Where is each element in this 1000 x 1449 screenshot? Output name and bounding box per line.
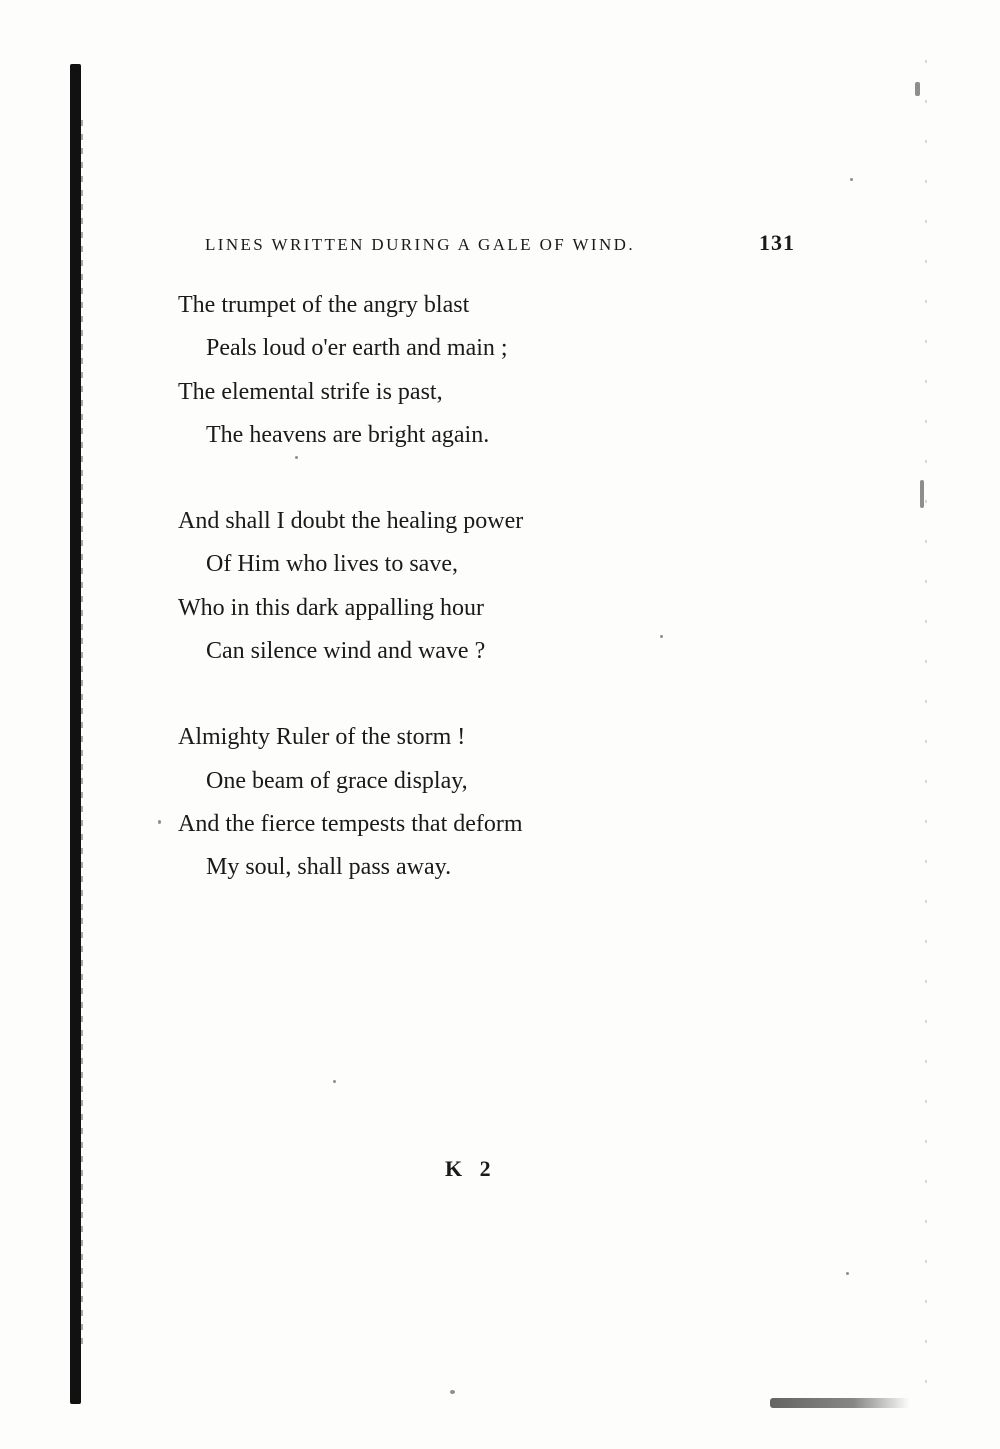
stanza-2 [178,500,738,673]
poem-line: Who in this dark appalling hour [178,594,484,621]
binding-edge [81,120,83,1350]
scan-speck [660,635,663,638]
binding-shadow [70,64,81,1404]
scan-smudge [770,1398,910,1408]
stanza-1 [178,284,738,457]
signature-mark: K 2 [445,1156,497,1181]
scan-speck [158,820,161,824]
scan-speck [333,1080,336,1083]
running-head [205,230,795,260]
poem-line: Of Him who lives to save, [206,551,458,578]
poem-line: And the fierce tempests that deform [178,810,523,837]
scan-speck [850,178,853,181]
poem-line: The heavens are bright again. [206,421,490,448]
stanza-3 [178,716,738,889]
poem [178,284,738,933]
poem-line: One beam of grace display, [206,767,468,794]
page-number: 131 [759,230,795,255]
scan-speck [920,480,924,508]
running-title: LINES WRITTEN DURING A GALE OF WIND. [205,235,635,254]
scan-speck [846,1272,849,1275]
scan-speck [450,1390,455,1394]
poem-line: My soul, shall pass away. [206,854,452,881]
poem-line: The elemental strife is past, [178,378,443,405]
poem-line: And shall I doubt the healing power [178,508,524,535]
poem-line: Peals loud o'er earth and main ; [206,335,508,362]
scan-speck [295,456,298,459]
poem-line: The trumpet of the angry blast [178,292,470,318]
poem-line: Almighty Ruler of the storm ! [178,724,466,751]
page-edge-right [925,60,927,1400]
scan-speck [915,82,920,96]
poem-line: Can silence wind and wave ? [206,638,486,665]
